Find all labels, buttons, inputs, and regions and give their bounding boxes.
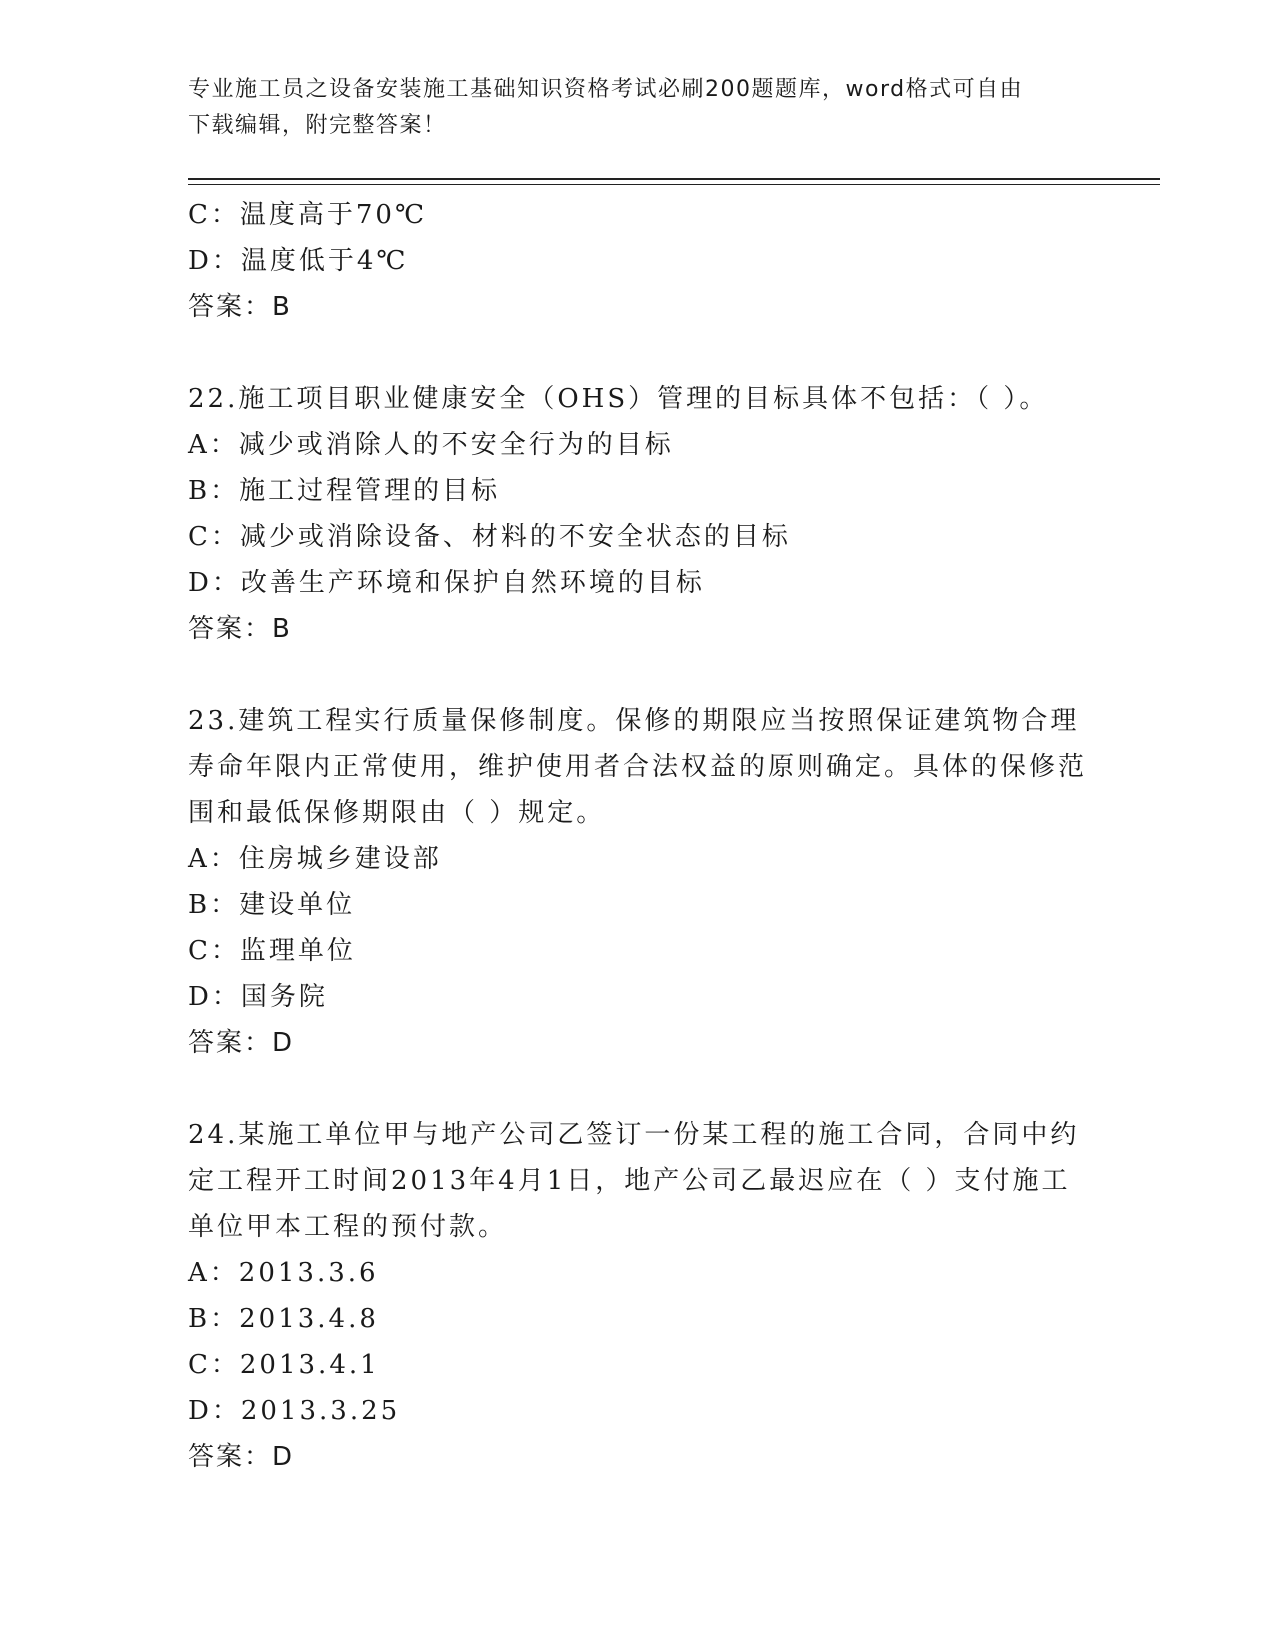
- header-rule-thick: [188, 178, 1160, 180]
- question-block-24: [188, 1112, 1088, 1480]
- header-line-2: 下载编辑，附完整答案！: [188, 113, 447, 138]
- option-d: D：温度低于4℃: [188, 246, 409, 276]
- header-line-1: 专业施工员之设备安装施工基础知识资格考试必刷200题题库，word格式可自由: [188, 77, 1024, 102]
- option-b: B：2013.4.8: [188, 1304, 379, 1334]
- question-text: 24.某施工单位甲与地产公司乙签订一份某工程的施工合同，合同中约定工程开工时间2013年4月1日，地产公司乙最迟应在（ ）支付施工单位甲本工程的预付款。: [188, 1120, 1080, 1242]
- answer-label: 答案：B: [188, 292, 292, 322]
- option-a: A：2013.3.6: [188, 1258, 379, 1288]
- question-block-21: [188, 192, 1088, 330]
- option-a: A：减少或消除人的不安全行为的目标: [188, 430, 674, 460]
- option-c: C：减少或消除设备、材料的不安全状态的目标: [188, 522, 791, 552]
- option-b: B：建设单位: [188, 890, 356, 920]
- question-block-23: [188, 698, 1088, 1066]
- option-a: A：住房城乡建设部: [188, 844, 442, 874]
- option-c: C：监理单位: [188, 936, 356, 966]
- spacer: [188, 330, 1088, 376]
- header-rule-thin: [188, 184, 1160, 185]
- answer-label: 答案：B: [188, 614, 292, 644]
- answer-label: 答案：D: [188, 1028, 295, 1058]
- option-c: C：温度高于70℃: [188, 200, 428, 230]
- option-d: D：2013.3.25: [188, 1396, 401, 1426]
- spacer: [188, 652, 1088, 698]
- document-header: [188, 72, 1088, 144]
- option-d: D：国务院: [188, 982, 328, 1012]
- question-text: 22.施工项目职业健康安全（OHS）管理的目标具体不包括：（ ）。: [188, 384, 1049, 414]
- option-c: C：2013.4.1: [188, 1350, 380, 1380]
- question-block-22: [188, 376, 1088, 652]
- option-d: D：改善生产环境和保护自然环境的目标: [188, 568, 705, 598]
- answer-label: 答案：D: [188, 1442, 295, 1472]
- question-content: [188, 192, 1088, 1480]
- question-text: 23.建筑工程实行质量保修制度。保修的期限应当按照保证建筑物合理寿命年限内正常使用，维护使用者合法权益的原则确定。具体的保修范围和最低保修期限由（ ）规定。: [188, 706, 1088, 828]
- spacer: [188, 1066, 1088, 1112]
- option-b: B：施工过程管理的目标: [188, 476, 501, 506]
